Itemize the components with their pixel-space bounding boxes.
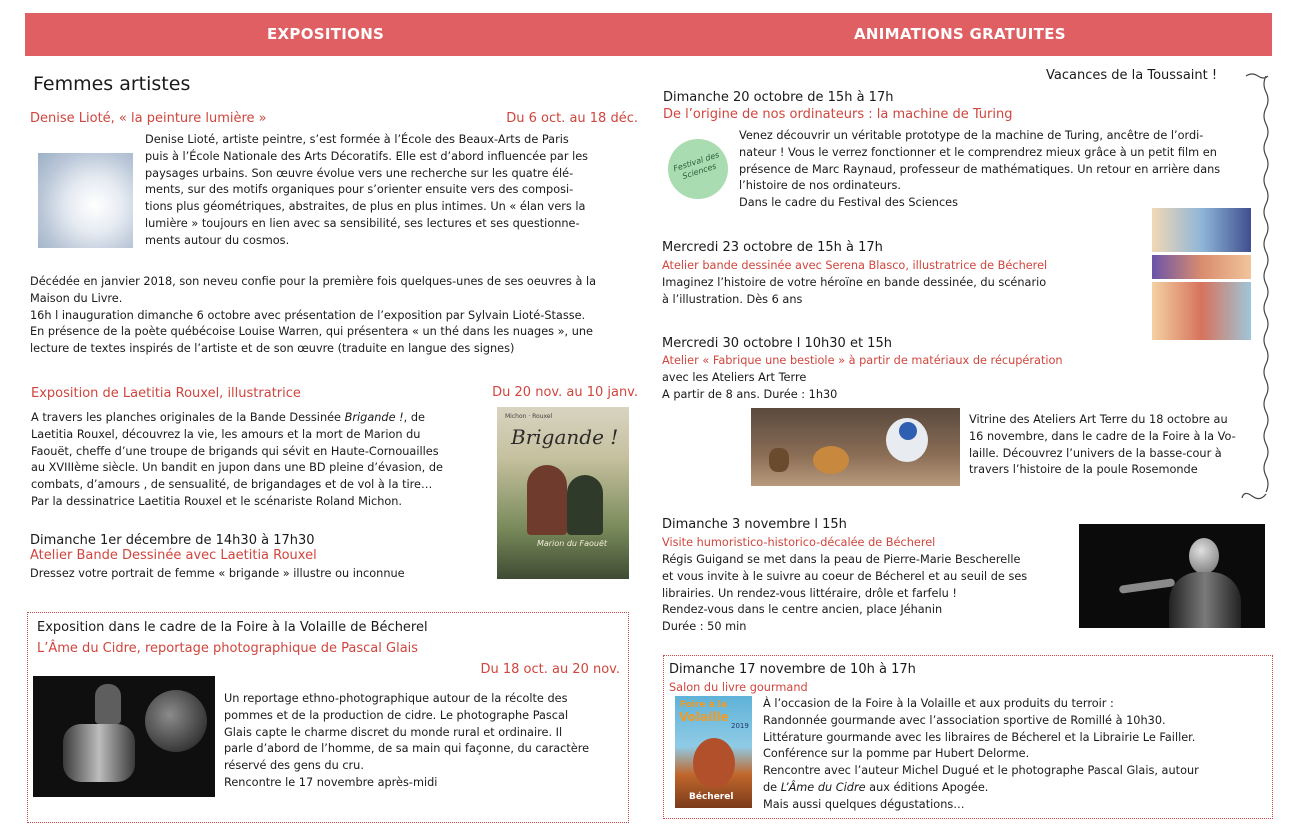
salon-text: À l’occasion de la Foire à la Volaille et aux produits du terroir : Randonnée gourmande avec l’association sportive de Romillé à 10h30. Littérature gourmande avec les libraires de Bécherel et la Librairie Le Failler. Conférence sur la pomme par Hubert Delorme. Rencontre avec l’auteur Michel Dugué et le photographe Pascal Glais, autour de L’Âme du Cidre aux éditions Apogée. Mais aussi quelques dégustations…	[763, 697, 1199, 811]
expo-rouxel-text: A travers les planches originales de la Bande Dessinée Brigande !, de Laetitia Rouxel, découvrez la vie, les amours et la mort de Marion du Faouët, cheffe d’une troupe de brigands qui sévit en Haute-Cornouailles au XVIIIème siècle. Un bandit en jupon dans une BD pleine d’évasion, de combats, d’amours , de sensualité, de brigandages et de vol à la tire… Par la dessinatrice Laetitia Rouxel et le scénariste Roland Michon.	[31, 411, 443, 508]
section-title: Femmes artistes	[33, 73, 191, 95]
festival-sciences-logo: Festival des Sciences	[668, 139, 728, 199]
art-terre-photo	[751, 408, 960, 486]
vitrine-text: Vitrine des Ateliers Art Terre du 18 octobre au 16 novembre, dans le cadre de la Foire à la Vo- laille. Découvrez l’univers de la basse-cour à travers l’histoire de la poule Rosemonde	[969, 413, 1236, 477]
regis-guigand-photo	[1079, 524, 1265, 628]
comic-panels-image	[1152, 208, 1251, 340]
expo-rouxel-dates: Du 20 nov. au 10 janv.	[492, 385, 638, 400]
header-banner	[25, 13, 1272, 56]
turing-text: Venez découvrir un véritable prototype de la machine de Turing, ancêtre de l’ordi- nateur ! Vous le verrez fonctionner et le comprendrez mieux grâce à un petit film en présence de Marc Raynaud, professeur de mathématiques. Un retour en arrière dans l’histoire de nos ordinateurs. Dans le cadre du Festival des Sciences	[739, 129, 1221, 210]
bestiole-date: Mercredi 30 octobre l 10h30 et 15h	[662, 336, 892, 351]
bestiole-text: avec les Ateliers Art Terre A partir de 8 ans. Durée : 1h30	[662, 371, 838, 401]
salon-date: Dimanche 17 novembre de 10h à 17h	[669, 662, 916, 677]
rouxel-event-date: Dimanche 1er décembre de 14h30 à 17h30	[30, 533, 315, 548]
visite-title: Visite humoristico-historico-décalée de Bécherel	[662, 536, 936, 549]
brigande-book-cover: Michon · Rouxel Brigande ! Marion du Faouët	[497, 407, 629, 579]
expo-lioté-text: Denise Lioté, artiste peintre, s’est formée à l’École des Beaux-Arts de Paris puis à l’École Nationale des Arts Décoratifs. Elle est d’abord influencée par les paysages urbains. Son œuvre évolue vers une recherche sur les quatre élé- ments, sur des motifs organiques pour s’orienter ensuite vers des composi- tions plus géométriques, abstraites, de plus en plus intimes. Un « élan vers la lumière » toujours en lien avec sa sensibilité, ses lectures et ses questionne- ments autour du cosmos.	[145, 133, 589, 247]
expo-cidre-subtitle: L’Âme du Cidre, reportage photographique de Pascal Glais	[37, 641, 419, 656]
visite-text: Régis Guigand se met dans la peau de Pierre-Marie Bescherelle et vous invite à le suivre au coeur de Bécherel et au seuil de ses librairies. Un rendez-vous littéraire, drôle et farfelu ! Rendez-vous dans le centre ancien, place Jéhanin Durée : 50 min	[662, 553, 1028, 634]
salon-title: Salon du livre gourmand	[669, 681, 808, 694]
expo-rouxel-title: Exposition de Laetitia Rouxel, illustratrice	[31, 386, 301, 401]
expo-lioté-dates: Du 6 oct. au 18 déc.	[506, 111, 638, 126]
turing-title: De l’origine de nos ordinateurs : la machine de Turing	[663, 107, 1013, 122]
foire-volaille-poster: Foire à la Volaille 2019 Bécherel	[675, 696, 752, 808]
expo-lioté-title: Denise Lioté, « la peinture lumière »	[30, 111, 267, 126]
turing-date: Dimanche 20 octobre de 15h à 17h	[663, 90, 894, 105]
rouxel-event-desc: Dressez votre portrait de femme « brigande » illustre ou inconnue	[30, 567, 405, 580]
expo-cidre-text: Un reportage ethno-photographique autour de la récolte des pommes et de la production de cidre. Le photographe Pascal Glais capte le charme discret du monde rural et ordinaire. Il parle d’abord de l’homme, de sa main qui façonne, du caractère réservé des gens du cru. Rencontre le 17 novembre après-midi	[224, 692, 590, 789]
header-expositions: EXPOSITIONS	[267, 25, 385, 43]
bd-workshop-text: Imaginez l’histoire de votre héroïne en bande dessinée, du scénario à l’illustration. Dès 6 ans	[662, 276, 1047, 306]
expo-lioté-text-2: Décédée en janvier 2018, son neveu confie pour la première fois quelques-unes de ses oeuvres à la Maison du Livre. 16h l inauguration dimanche 6 octobre avec présentation de l’exposition par Sylvain Lioté-Stasse. En présence de la poète québécoise Louise Warren, qui présentera « un thé dans les nuages », une lecture de textes inspirés de l’artiste et de son œuvre (traduite en langue des signes)	[30, 275, 597, 356]
bd-workshop-title: Atelier bande dessinée avec Serena Blasco, illustratrice de Bécherel	[662, 259, 1048, 272]
expo-cidre-dates: Du 18 oct. au 20 nov.	[480, 662, 620, 677]
lioté-painting-image	[38, 153, 133, 248]
bestiole-title: Atelier « Fabrique une bestiole » à partir de matériaux de récupération	[662, 354, 1063, 367]
bd-workshop-date: Mercredi 23 octobre de 15h à 17h	[662, 240, 883, 255]
cidre-photo	[33, 676, 215, 797]
vacances-label: Vacances de la Toussaint !	[1046, 68, 1218, 83]
visite-date: Dimanche 3 novembre l 15h	[662, 517, 847, 532]
rouxel-event-title: Atelier Bande Dessinée avec Laetitia Rouxel	[30, 548, 317, 563]
header-animations: ANIMATIONS GRATUITES	[854, 25, 1066, 43]
expo-cidre-title: Exposition dans le cadre de la Foire à la Volaille de Bécherel	[37, 620, 428, 635]
